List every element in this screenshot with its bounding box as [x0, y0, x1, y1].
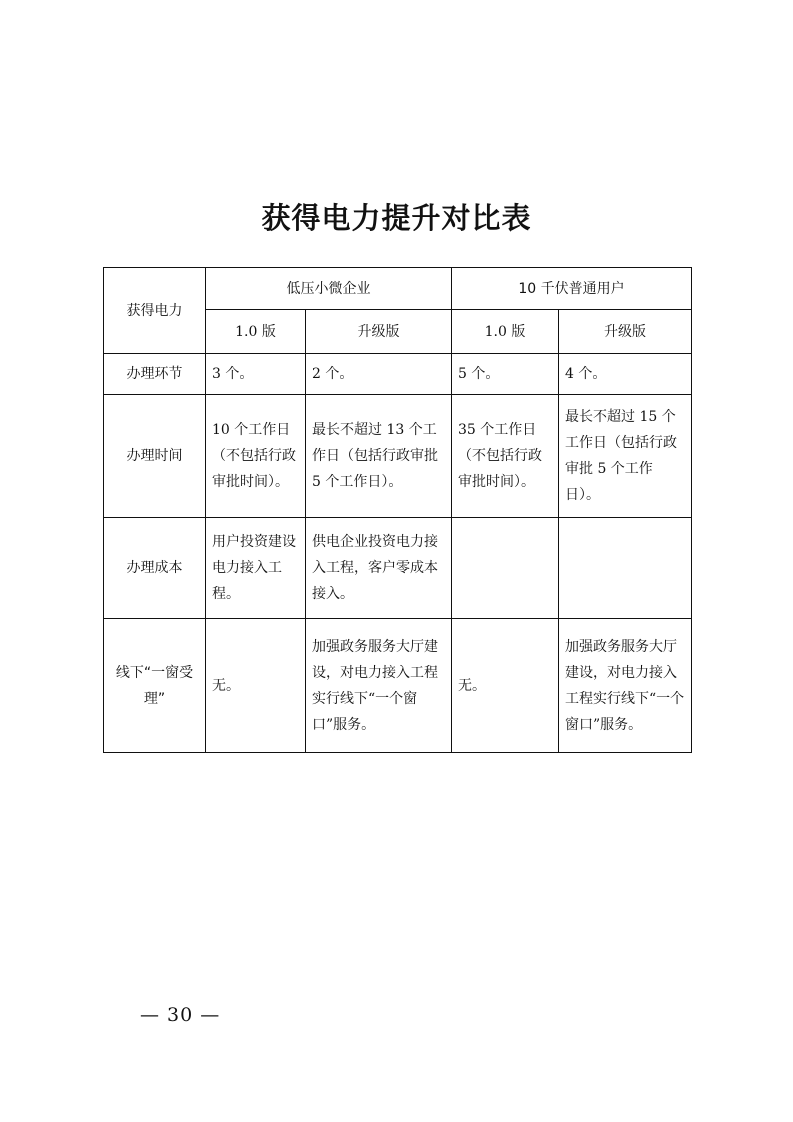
table-row	[104, 619, 692, 753]
table-cell	[559, 518, 692, 619]
table-cell	[452, 518, 559, 619]
subheader-v1: 1.0 版	[206, 310, 306, 354]
table-cell: 无。	[452, 619, 559, 753]
row-label: 办理时间	[104, 395, 206, 518]
comparison-table	[103, 267, 692, 753]
subheader-upgraded: 升级版	[559, 310, 692, 354]
table-cell: 2 个。	[306, 354, 452, 395]
table-cell: 最长不超过 13 个工作日（包括行政审批 5 个工作日）。	[306, 395, 452, 518]
table-cell: 加强政务服务大厅建设，对电力接入工程实行线下“一个窗口”服务。	[559, 619, 692, 753]
table-header-row	[104, 268, 692, 310]
group-header-10kv: 10 千伏普通用户	[452, 268, 692, 310]
table-cell: 35 个工作日（不包括行政审批时间）。	[452, 395, 559, 518]
page-number: — 30 —	[140, 1004, 221, 1026]
subheader-upgraded: 升级版	[306, 310, 452, 354]
table-corner-header: 获得电力	[104, 268, 206, 354]
row-label: 办理成本	[104, 518, 206, 619]
table-cell: 供电企业投资电力接入工程，客户零成本接入。	[306, 518, 452, 619]
table-row	[104, 354, 692, 395]
table-cell: 3 个。	[206, 354, 306, 395]
table-cell: 用户投资建设电力接入工程。	[206, 518, 306, 619]
subheader-v1: 1.0 版	[452, 310, 559, 354]
table-cell: 5 个。	[452, 354, 559, 395]
table-cell: 最长不超过 15 个工作日（包括行政审批 5 个工作日）。	[559, 395, 692, 518]
group-header-low-voltage: 低压小微企业	[206, 268, 452, 310]
table-cell: 10 个工作日（不包括行政审批时间）。	[206, 395, 306, 518]
table-cell: 4 个。	[559, 354, 692, 395]
table-cell: 加强政务服务大厅建设，对电力接入工程实行线下“一个窗口”服务。	[306, 619, 452, 753]
table-row	[104, 518, 692, 619]
table-row	[104, 395, 692, 518]
row-label: 线下“一窗受理”	[104, 619, 206, 753]
table-cell: 无。	[206, 619, 306, 753]
document-title: 获得电力提升对比表	[261, 201, 532, 235]
row-label: 办理环节	[104, 354, 206, 395]
